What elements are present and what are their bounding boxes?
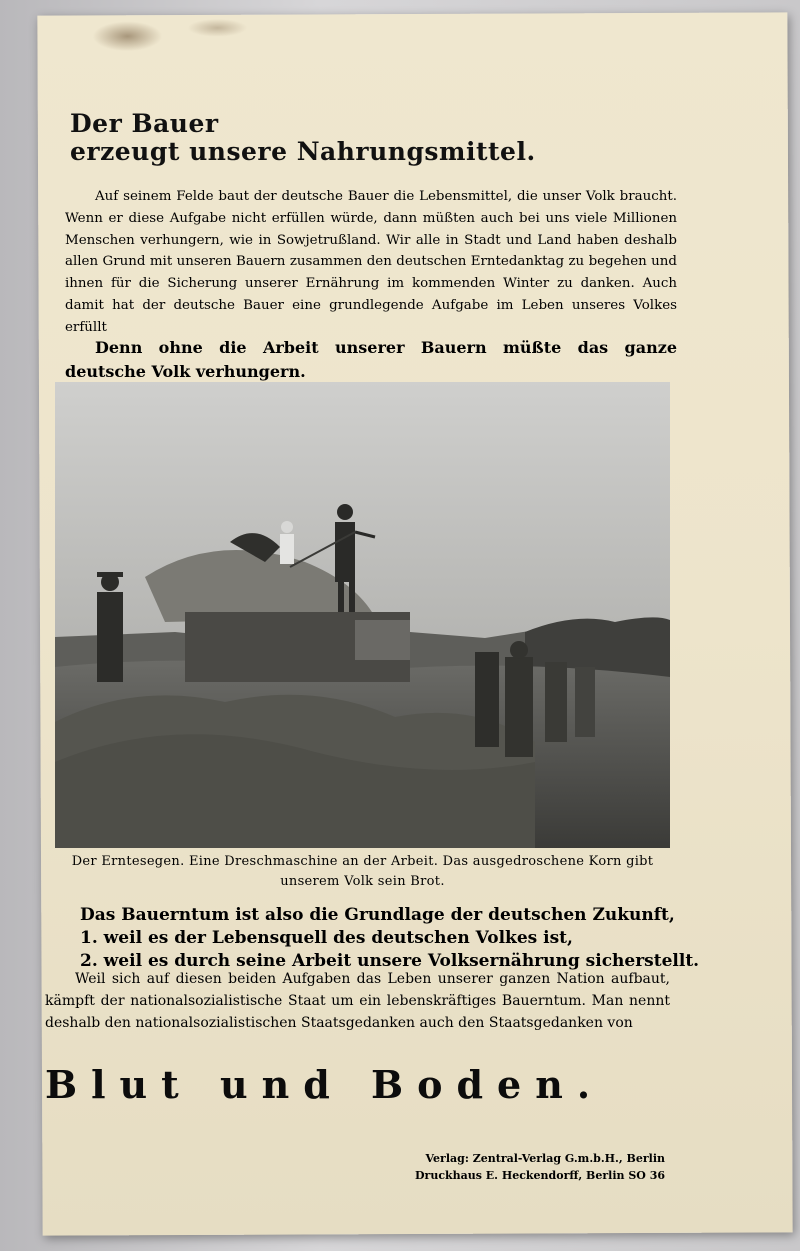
threshing-photo: [55, 382, 670, 848]
threshing-scene-illustration: [55, 382, 670, 848]
title-line-1: Der Bauer: [70, 109, 219, 138]
age-stain: [92, 21, 162, 51]
publisher-imprint: [395, 1150, 665, 1184]
body-paragraph: Auf seinem Felde baut der deutsche Bauer die Lebensmittel, die unser Volk braucht. Wenn er diese Aufgabe nicht erfüllen würde, dann müßten auch bei uns viele Millionen Menschen verhungern, wie in Sowjetrußland. Wir alle in Stadt und Land haben deshalb allen Grund mit unseren Bauern zusammen den deutschen Erntedanktag zu begehen und ihnen für die Sicherung unserer Ernährung im kommenden Winter zu danken. Auch damit hat der deutsche Bauer eine grundlegende Aufgabe im Leben unseres Volkes erfüllt: [65, 189, 677, 335]
summary-block: [80, 904, 700, 973]
imprint-line-2: Druckhaus E. Heckendorff, Berlin SO 36: [415, 1169, 665, 1182]
summary-line-1: Das Bauerntum ist also die Grundlage der deutschen Zukunft,: [80, 905, 675, 925]
photo-caption: Der Erntesegen. Eine Dreschmaschine an der Arbeit. Das ausgedroschene Korn gibt unserem Volk sein Brot.: [71, 854, 654, 889]
summary-line-2: 1. weil es der Lebensquell des deutschen Volkes ist,: [80, 928, 573, 948]
imprint-line-1: Verlag: Zentral-Verlag G.m.b.H., Berlin: [425, 1152, 665, 1165]
summary-line-3: 2. weil es durch seine Arbeit unsere Volksernährung sicherstellt.: [80, 951, 700, 971]
document-title: [70, 110, 630, 166]
title-line-2: erzeugt unsere Nahrungsmittel.: [70, 137, 536, 166]
emphasis-paragraph: Denn ohne die Arbeit unserer Bauern müßte das ganze deutsche Volk verhungern.: [65, 338, 677, 381]
closing-paragraph: Weil sich auf diesen beiden Aufgaben das Leben unserer ganzen Nation aufbaut, kämpft der nationalsozialistische Staat um ein lebenskräftiges Bauerntum. Man nennt deshalb den nationalsozialistischen Staatsgedanken auch den Staatsgedanken von: [45, 971, 670, 1031]
age-stain: [187, 19, 247, 37]
motto-heading: Blut und Boden.: [45, 1062, 605, 1107]
